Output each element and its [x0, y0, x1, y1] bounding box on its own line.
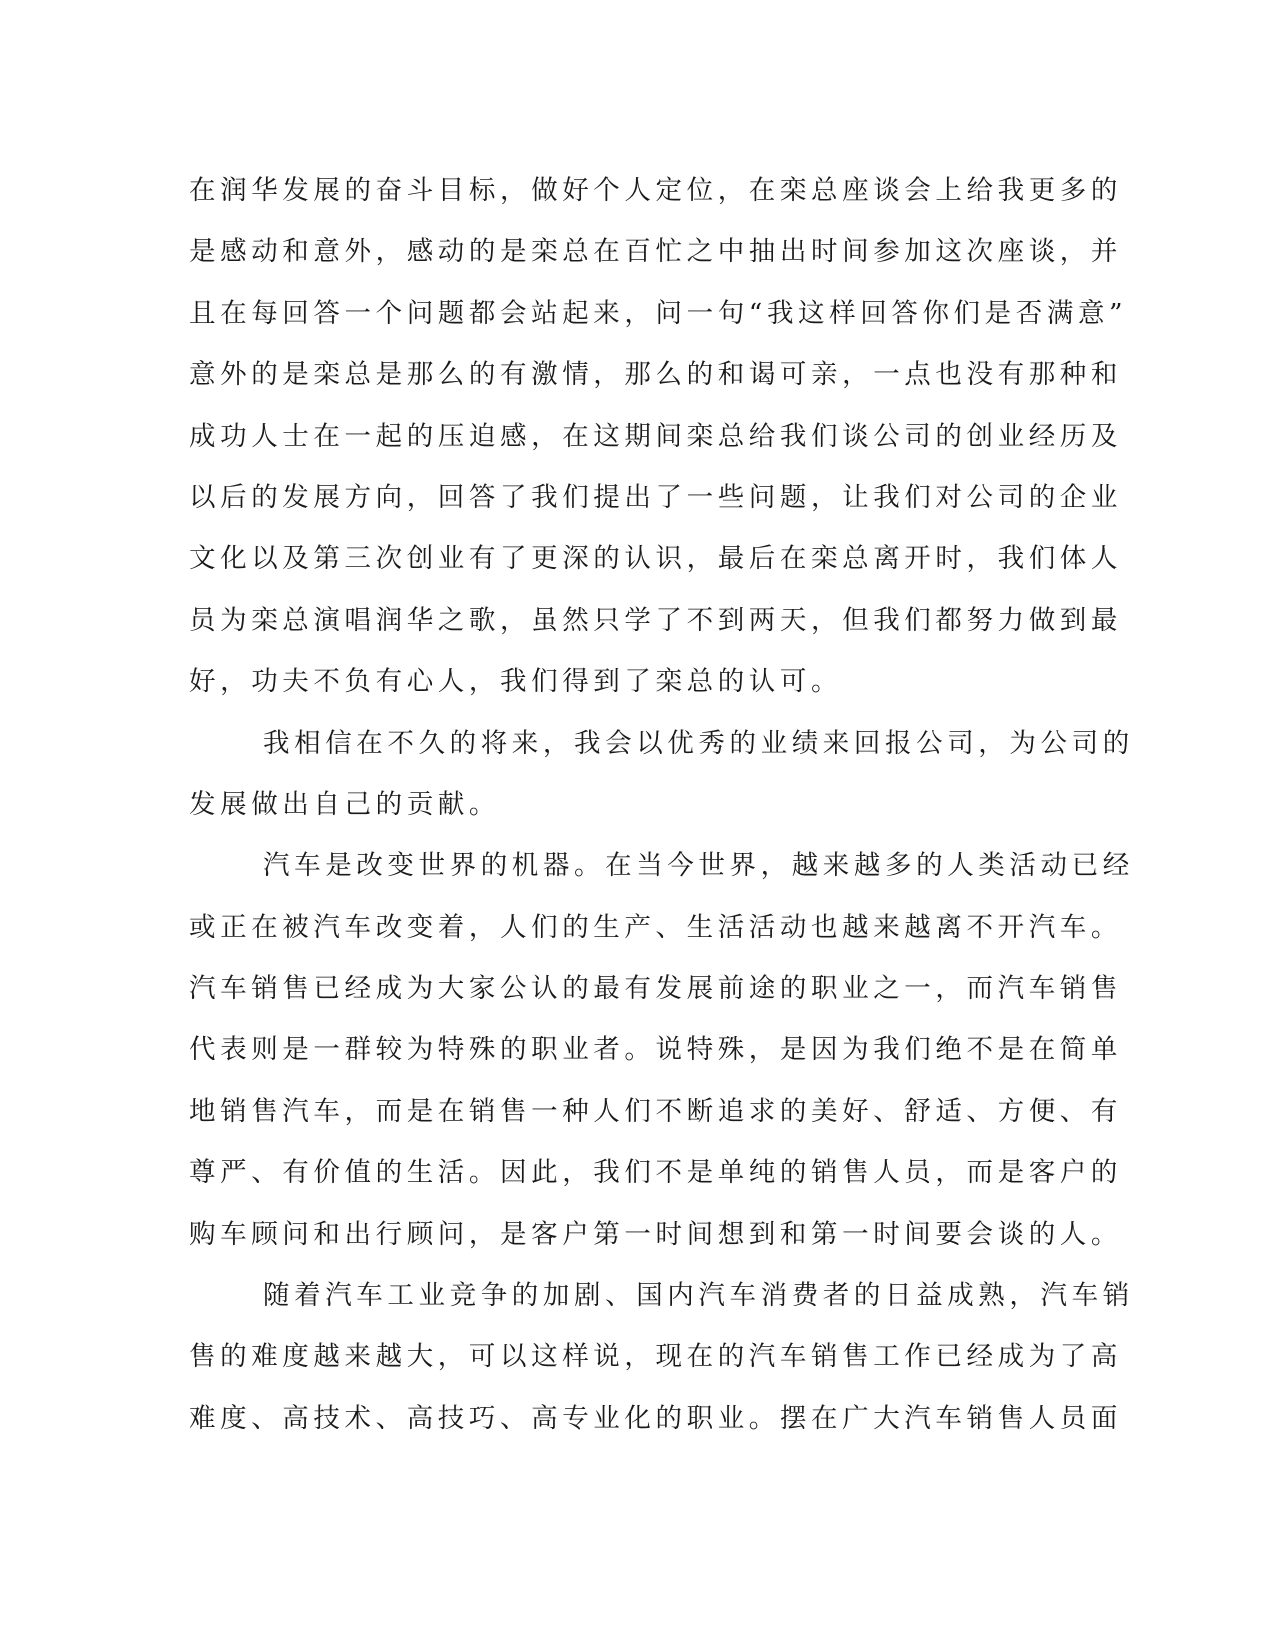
text-line: 代表则是一群较为特殊的职业者。说特殊，是因为我们绝不是在简单: [189, 1034, 1122, 1066]
text-line: 地销售汽车，而是在销售一种人们不断追求的美好、舒适、方便、有: [189, 1095, 1122, 1127]
text-line: 难度、高技术、高技巧、高专业化的职业。摆在广大汽车销售人员面: [189, 1402, 1122, 1434]
text-line: 尊严、有价值的生活。因此，我们不是单纯的销售人员，而是客户的: [189, 1157, 1122, 1189]
text-line: 文化以及第三次创业有了更深的认识，最后在栾总离开时，我们体人: [189, 543, 1122, 575]
text-line: 购车顾问和出行顾问，是客户第一时间想到和第一时间要会谈的人。: [189, 1218, 1122, 1250]
text-line: 好，功夫不负有心人，我们得到了栾总的认可。: [189, 666, 843, 698]
text-line: 在润华发展的奋斗目标，做好个人定位，在栾总座谈会上给我更多的: [189, 175, 1122, 206]
text-line: 意外的是栾总是那么的有激情，那么的和谒可亲，一点也没有那种和: [189, 359, 1122, 391]
text-line: 成功人士在一起的压迫感，在这期间栾总给我们谈公司的创业经历及: [189, 420, 1122, 452]
text-line: 以后的发展方向，回答了我们提出了一些问题，让我们对公司的企业: [189, 481, 1122, 513]
text-line: 或正在被汽车改变着，人们的生产、生活活动也越来越离不开汽车。: [189, 911, 1122, 943]
text-line: 且在每回答一个问题都会站起来，问一句“我这样回答你们是否满意”: [189, 297, 1128, 329]
text-line: 我相信在不久的将来，我会以优秀的业绩来回报公司，为公司的: [263, 727, 1134, 759]
text-line: 是感动和意外，感动的是栾总在百忙之中抽出时间参加这次座谈，并: [189, 236, 1122, 268]
text-line: 随着汽车工业竞争的加剧、国内汽车消费者的日益成熟，汽车销: [263, 1280, 1134, 1312]
paragraph: [189, 713, 1134, 836]
text-line: 汽车销售已经成为大家公认的最有发展前途的职业之一，而汽车销售: [189, 973, 1122, 1005]
text-line: 发展做出自己的贡献。: [189, 788, 500, 820]
document-body: [189, 160, 1134, 1449]
paragraph: [189, 835, 1134, 1265]
text-line: 售的难度越来越大，可以这样说，现在的汽车销售工作已经成为了高: [189, 1341, 1122, 1373]
text-line: 员为栾总演唱润华之歌，虽然只学了不到两天，但我们都努力做到最: [189, 604, 1122, 636]
paragraph: [189, 1265, 1134, 1449]
paragraph: [189, 160, 1128, 713]
text-line: 汽车是改变世界的机器。在当今世界，越来越多的人类活动已经: [263, 850, 1134, 882]
